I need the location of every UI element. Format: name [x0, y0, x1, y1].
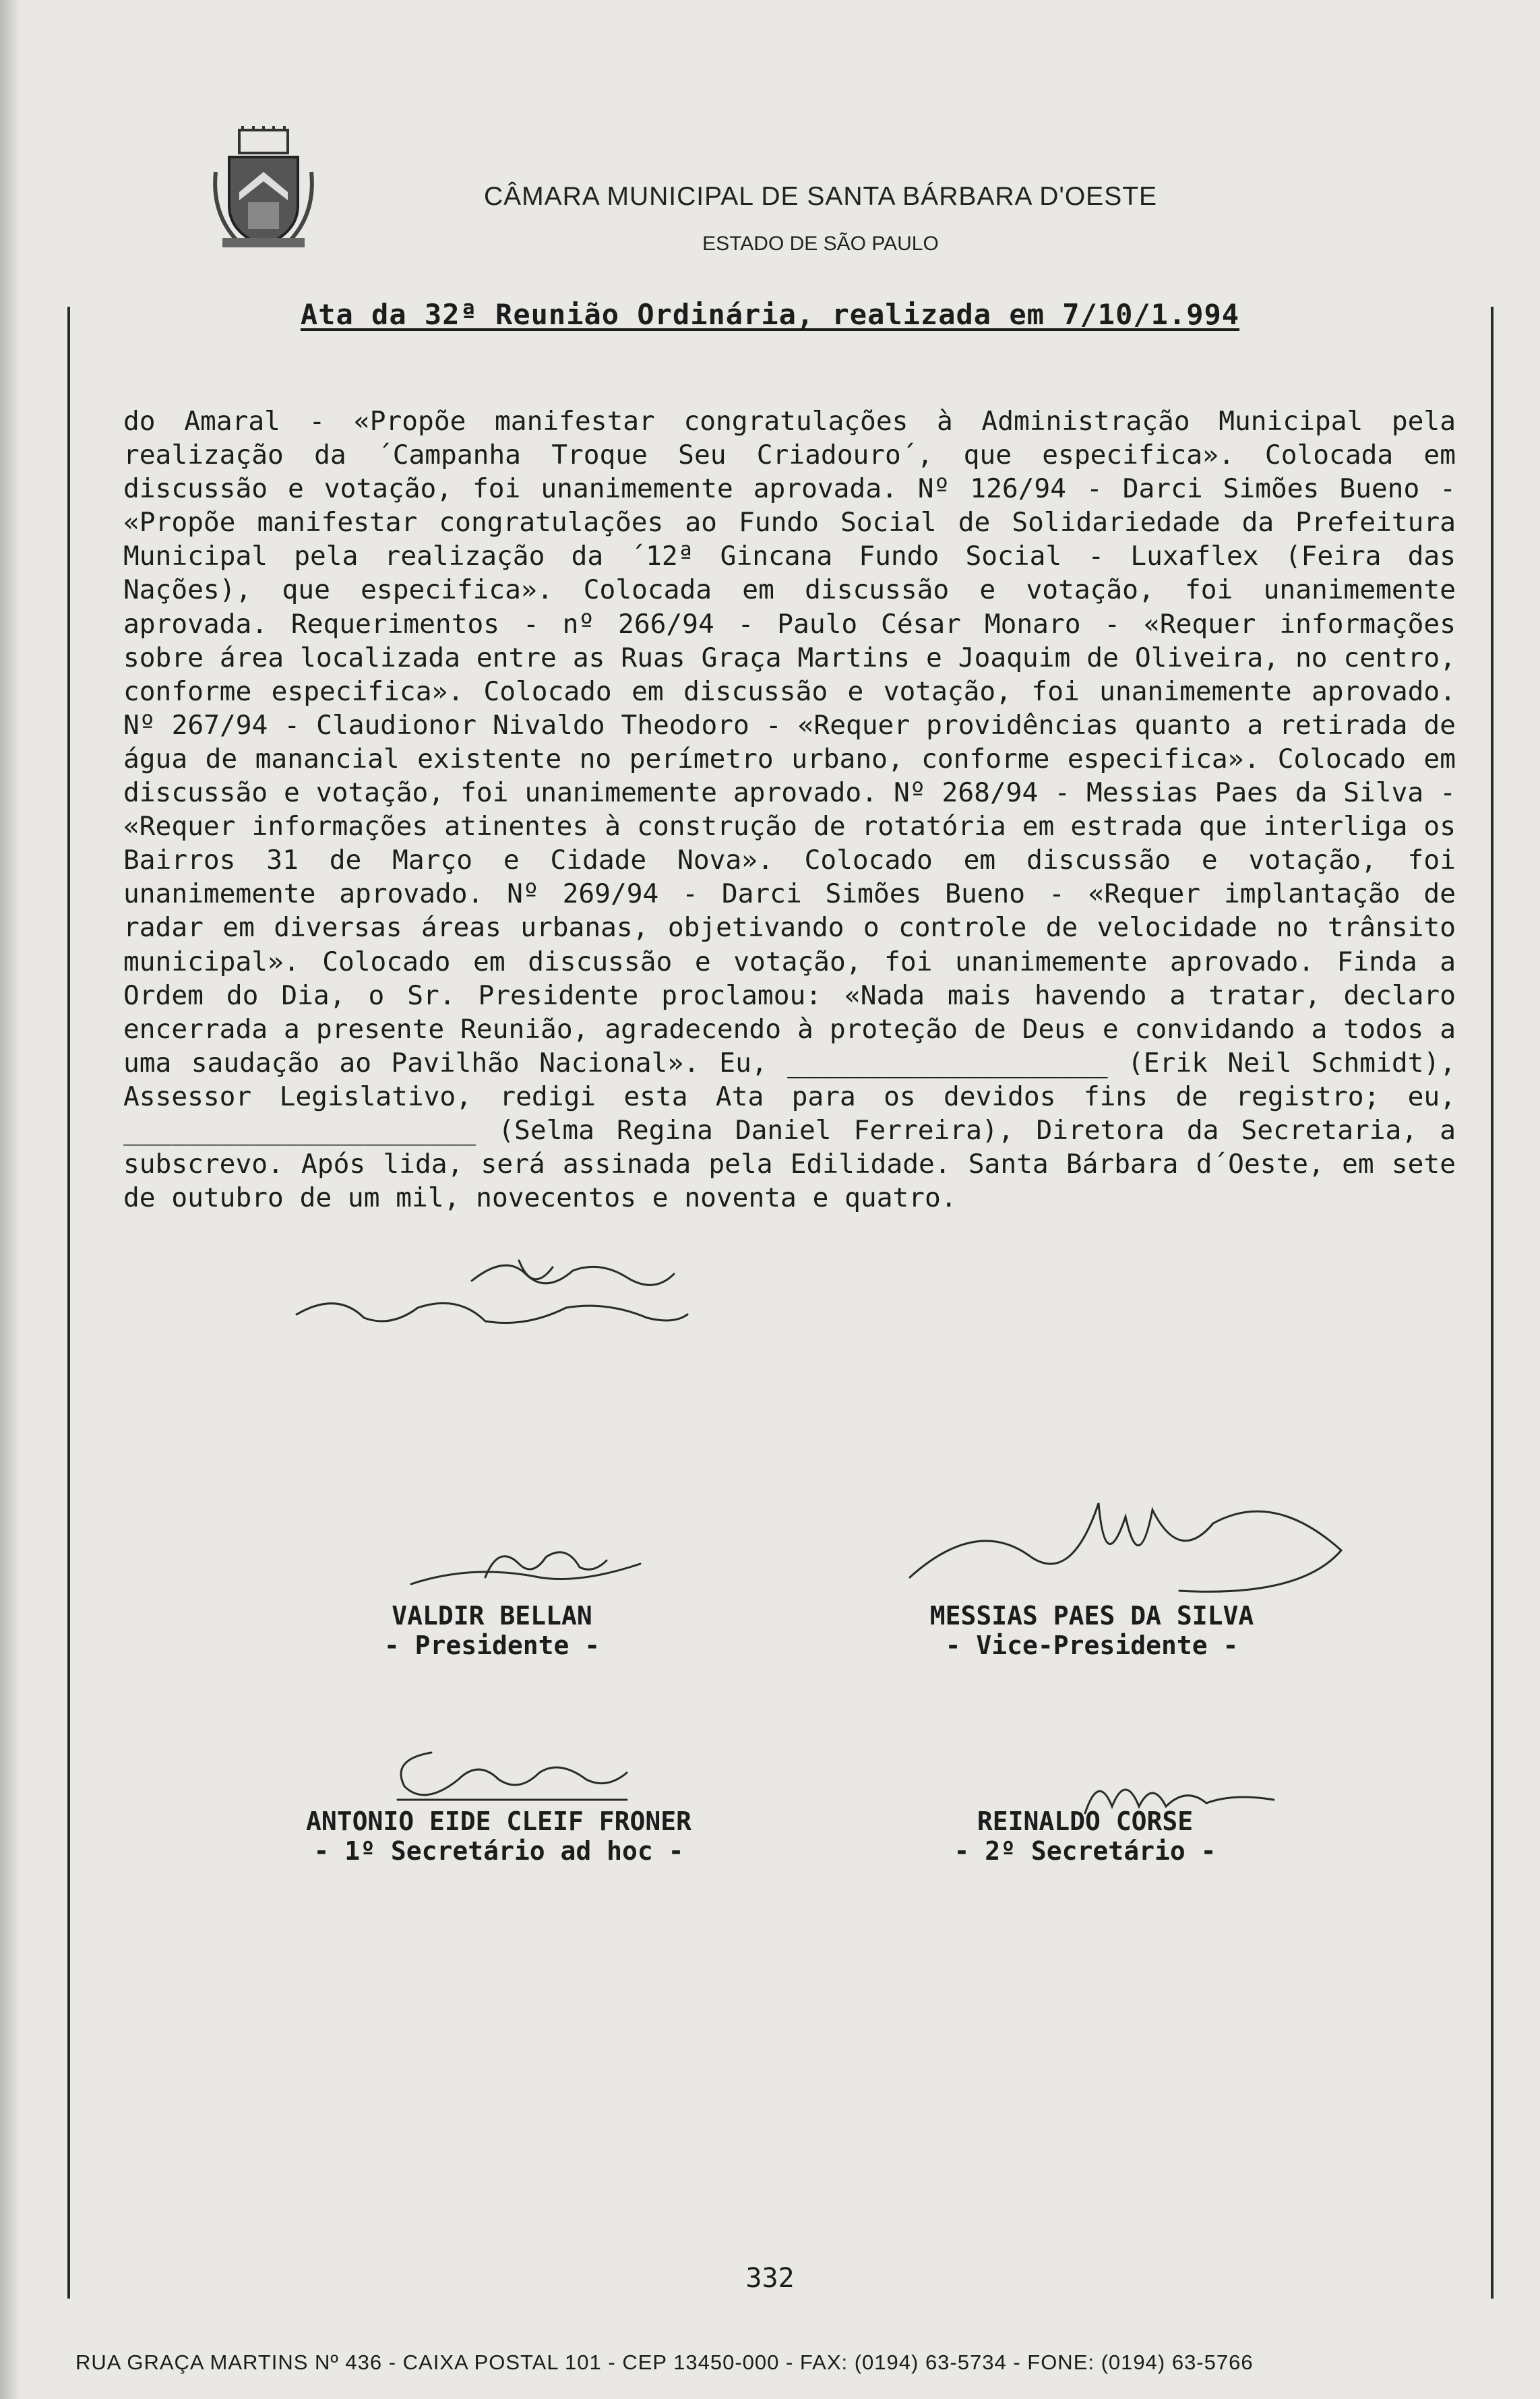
director-signature-icon: [283, 1287, 701, 1341]
president-signature-icon: [404, 1537, 647, 1604]
signer-role: - Vice-Presidente -: [945, 1631, 1239, 1660]
signer-name: ANTONIO EIDE CLEIF FRONER: [306, 1806, 691, 1836]
state-name: ESTADO DE SÃO PAULO: [702, 233, 939, 255]
signer-name: VALDIR BELLAN: [392, 1601, 592, 1631]
signer-role: - 1º Secretário ad hoc -: [313, 1836, 684, 1866]
page-number: 332: [745, 2263, 795, 2294]
signature-block-first-secretary: [222, 1806, 775, 1866]
signer-name: MESSIAS PAES DA SILVA: [929, 1601, 1254, 1631]
signature-block-president: [283, 1601, 701, 1660]
address-footer: RUA GRAÇA MARTINS Nº 436 - CAIXA POSTAL 101 - CEP 13450-000 - FAX: (0194) 63-5734 - FONE: (0194) 63-5766: [75, 2350, 1254, 2374]
signer-name: REINALDO CORSE: [977, 1806, 1194, 1836]
institution-name: CÂMARA MUNICIPAL DE SANTA BÁRBARA D'OESTE: [483, 182, 1158, 211]
vice-president-signature-icon: [896, 1476, 1355, 1611]
signer-role: - 2º Secretário -: [954, 1836, 1216, 1866]
signer-role: - Presidente -: [383, 1631, 600, 1660]
left-margin-line: [67, 307, 70, 2299]
page-shadow: [0, 0, 20, 2399]
minutes-title: Ata da 32ª Reunião Ordinária, realizada em 7/10/1.994: [300, 298, 1240, 331]
right-margin-line: [1491, 307, 1493, 2299]
first-secretary-signature-icon: [384, 1732, 640, 1813]
signature-block-second-secretary: [876, 1806, 1294, 1866]
minutes-body: do Amaral - «Propõe manifestar congratulações à Administração Municipal pela realização da ´Campanha Troque Seu Criadouro´, que especifica». Colocada em discussão e votação, foi unanimemente aprovada. Nº 126/94 - Darci Simões Bueno - «Propõe manifestar congratulações ao Fundo Social de Solidariedade da Prefeitura Municipal pela realização da ´12ª Gincana Fundo Social - Luxaflex (Feira das Nações), que especifica». Colocada em discussão e votação, foi unanimemente aprovada. Requerimentos - nº 266/94 - Paulo César Monaro - «Requer informações sobre área localizada entre as Ruas Graça Martins e Joaquim de Oliveira, no centro, conforme especifica». Colocado em discussão e votação, foi unanimemente aprovado. Nº 267/94 - Claudionor Nivaldo Theodoro - «Requer providências quanto a retirada de água de manancial existente no perímetro urbano, conforme especifica». Colocado em discussão e votação, foi unanimemente aprovado. Nº 268/94 - Messias Paes da Silva - «Requer informações atinentes à construção de rotatória em estrada que interliga os Bairros 31 de Março e Cidade Nova». Colocado em discussão e votação, foi unanimemente aprovado. Nº 269/94 - Darci Simões Bueno - «Requer implantação de radar em diversas áreas urbanas, objetivando o controle de velocidade no trânsito municipal». Colocado em discussão e votação, foi unanimemente aprovado. Finda a Ordem do Dia, o Sr. Presidente proclamou: «Nada mais havendo a tratar, declaro encerrada a presente Reunião, agradecendo à proteção de Deus e convidando a todos a uma saudação ao Pavilhão Nacional». Eu, ____________________ (Erik Neil Schmidt), Assessor Legislativo, redigi esta Ata para os devidos fins de registro; eu, ______________________ (Selma Regina Daniel Ferreira), Diretora da Secretaria, a subscrevo. Após lida, será assinada pela Edilidade. Santa Bárbara d´Oeste, em sete de outubro de um mil, novecentos e noventa e quatro.: [123, 406, 1456, 1214]
signature-block-vice-president: [856, 1601, 1328, 1660]
